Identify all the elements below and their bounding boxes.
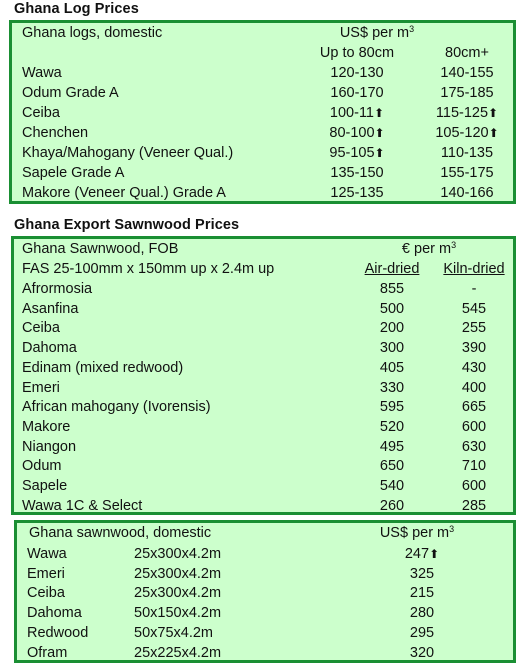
domestic-species: Wawa [27, 546, 67, 562]
up-arrow-icon: ⬆ [429, 547, 440, 561]
domestic-unit-exponent: 3 [449, 524, 455, 534]
log-price-up-to-80 [302, 83, 412, 103]
export-price-kiln-dried: 545 [461, 300, 487, 317]
domestic-price [387, 623, 457, 643]
log-price-80-plus-value: 110-135 [440, 145, 494, 161]
domestic-size: 25x225x4.2m [134, 644, 222, 661]
log-price-80-plus-value: 175-185 [440, 85, 494, 101]
export-price-kiln-dried: 400 [461, 379, 487, 396]
domestic-row [17, 623, 513, 643]
domestic-header-label: Ghana sawnwood, domestic [29, 525, 212, 541]
domestic-price [387, 544, 457, 564]
export-price-kiln-dried: 255 [461, 320, 487, 337]
export-row [14, 279, 513, 299]
domestic-row [17, 544, 513, 564]
export-row [14, 378, 513, 398]
export-price-air-dried: 540 [379, 478, 405, 494]
log-species: Chenchen [22, 125, 89, 141]
export-species: Odum [22, 458, 62, 475]
export-spec-row [14, 259, 513, 279]
log-price-80-plus-value: 140-166 [440, 185, 494, 201]
export-price-air-dried: 650 [379, 458, 405, 475]
export-row [14, 358, 513, 378]
domestic-header-row [17, 523, 513, 543]
log-price-up-to-80 [302, 103, 412, 123]
log-row [12, 123, 513, 143]
domestic-price-value: 280 [409, 605, 435, 622]
log-col-up-to-80: Up to 80cm [319, 45, 395, 61]
export-col-kiln-dried: Kiln-dried [443, 261, 505, 277]
domestic-species: Emeri [27, 565, 65, 582]
export-species: Emeri [22, 379, 60, 396]
up-arrow-icon: ⬆ [374, 126, 385, 140]
export-price-air-dried: 595 [379, 399, 405, 416]
domestic-size: 25x300x4.2m [134, 585, 222, 602]
log-row [12, 183, 513, 203]
export-price-air-dried: 500 [379, 300, 405, 317]
export-species: Sapele [22, 478, 68, 494]
log-price-80-plus-value: 140-155 [440, 65, 494, 81]
domestic-size: 50x75x4.2m [134, 624, 213, 641]
export-price-kiln-dried: 285 [461, 497, 487, 514]
log-species: Khaya/Mahogany (Veneer Qual.) [22, 145, 234, 161]
export-row [14, 417, 513, 437]
domestic-row [17, 643, 513, 663]
domestic-price-value: 247 [404, 546, 430, 562]
domestic-price [387, 603, 457, 623]
export-price-kiln-dried: 600 [461, 478, 487, 494]
log-price-up-to-80 [302, 123, 412, 143]
log-price-up-to-80 [302, 183, 412, 203]
export-prices-title: Ghana Export Sawnwood Prices [14, 217, 240, 233]
export-price-kiln-dried: 665 [461, 399, 487, 416]
domestic-row [17, 603, 513, 623]
domestic-price-value: 215 [409, 585, 435, 602]
domestic-row [17, 583, 513, 603]
up-arrow-icon: ⬆ [488, 126, 499, 140]
export-row [14, 338, 513, 358]
export-row [14, 456, 513, 476]
export-price-air-dried: 300 [379, 340, 405, 357]
export-row [14, 299, 513, 319]
log-price-up-to-80 [302, 143, 412, 163]
domestic-price-value: 320 [409, 644, 435, 661]
export-species: Niangon [22, 438, 77, 455]
export-species: Dahoma [22, 340, 77, 357]
log-price-up-to-80-value: 125-135 [330, 185, 384, 201]
log-price-80-plus [422, 83, 512, 103]
export-price-kiln-dried: 710 [461, 458, 487, 475]
export-row [14, 496, 513, 516]
domestic-size: 25x300x4.2m [134, 565, 222, 582]
export-species: Afrormosia [22, 281, 93, 297]
export-header-label: Ghana Sawnwood, FOB [22, 241, 179, 257]
domestic-row [17, 564, 513, 584]
log-price-80-plus [422, 143, 512, 163]
log-row [12, 103, 513, 123]
export-header-row [14, 239, 513, 259]
export-price-air-dried: 520 [379, 418, 405, 435]
domestic-unit-label [362, 523, 472, 543]
log-species: Ceiba [22, 105, 60, 121]
log-row [12, 63, 513, 83]
export-price-air-dried: 495 [379, 438, 405, 455]
log-row [12, 163, 513, 183]
log-price-80-plus [422, 163, 512, 183]
log-price-up-to-80-value: 120-130 [330, 65, 384, 81]
export-species: African mahogany (Ivorensis) [22, 399, 211, 416]
export-price-kiln-dried: 630 [461, 438, 487, 455]
log-price-up-to-80-value: 135-150 [330, 165, 384, 181]
export-species: Asanfina [22, 300, 79, 317]
log-species: Odum Grade A [22, 85, 119, 101]
log-header-label: Ghana logs, domestic [22, 25, 163, 41]
export-price-kiln-dried: 430 [461, 359, 487, 376]
domestic-price [387, 564, 457, 584]
export-price-air-dried: 260 [379, 497, 405, 514]
domestic-species: Dahoma [27, 605, 82, 622]
domestic-price [387, 643, 457, 663]
export-spec: FAS 25-100mm x 150mm up x 2.4m up [22, 261, 275, 277]
export-price-air-dried: 405 [379, 359, 405, 376]
export-row [14, 318, 513, 338]
export-row [14, 476, 513, 496]
log-price-up-to-80-value: 100-11 [329, 105, 374, 121]
export-price-kiln-dried: 390 [461, 340, 487, 357]
domestic-prices-table [14, 520, 516, 663]
log-price-80-plus-value: 115-125 [435, 105, 489, 121]
domestic-size: 50x150x4.2m [134, 605, 222, 622]
log-species: Sapele Grade A [22, 165, 125, 181]
log-unit-text: US$ per m [339, 25, 410, 41]
export-price-kiln-dried: 600 [461, 418, 487, 435]
domestic-price-value: 325 [409, 565, 435, 582]
up-arrow-icon: ⬆ [488, 106, 499, 120]
log-column-headers [12, 43, 513, 63]
domestic-species: Ceiba [27, 585, 65, 602]
log-price-80-plus [422, 63, 512, 83]
export-price-air-dried: 855 [379, 281, 405, 297]
log-price-up-to-80-value: 160-170 [330, 85, 384, 101]
log-species: Wawa [22, 65, 62, 81]
export-species: Edinam (mixed redwood) [22, 359, 184, 376]
up-arrow-icon: ⬆ [374, 106, 385, 120]
export-prices-table [11, 236, 516, 515]
log-header-row [12, 23, 513, 43]
log-row [12, 143, 513, 163]
log-price-up-to-80-value: 80-100 [329, 125, 375, 141]
export-unit-exponent: 3 [451, 240, 457, 250]
export-species: Wawa 1C & Select [22, 497, 143, 514]
export-price-air-dried: 200 [379, 320, 405, 337]
log-price-80-plus-value: 155-175 [440, 165, 494, 181]
log-price-80-plus [422, 183, 512, 203]
export-row [14, 437, 513, 457]
domestic-price [387, 583, 457, 603]
log-price-80-plus [422, 103, 512, 123]
export-col-air-dried: Air-dried [364, 261, 420, 277]
log-price-up-to-80 [302, 163, 412, 183]
export-row [14, 397, 513, 417]
export-price-kiln-dried: - [471, 281, 477, 297]
domestic-species: Ofram [27, 644, 68, 661]
log-col-80-plus: 80cm+ [445, 45, 489, 61]
log-price-80-plus-value: 105-120 [435, 125, 489, 141]
up-arrow-icon: ⬆ [374, 146, 385, 160]
export-unit-label [374, 239, 484, 259]
export-price-air-dried: 330 [379, 379, 405, 396]
log-unit-label [317, 23, 437, 43]
export-species: Ceiba [22, 320, 60, 337]
log-row [12, 83, 513, 103]
log-prices-title: Ghana Log Prices [14, 1, 139, 17]
log-price-up-to-80-value: 95-105 [329, 145, 375, 161]
log-species: Makore (Veneer Qual.) Grade A [22, 185, 226, 201]
export-species: Makore [22, 418, 71, 435]
log-unit-exponent: 3 [409, 24, 415, 34]
domestic-unit-text: US$ per m [379, 525, 450, 541]
log-price-up-to-80 [302, 63, 412, 83]
export-unit-text: € per m [401, 241, 452, 257]
log-prices-table [9, 20, 516, 204]
log-price-80-plus [422, 123, 512, 143]
domestic-size: 25x300x4.2m [134, 546, 222, 562]
domestic-species: Redwood [27, 624, 89, 641]
domestic-price-value: 295 [409, 624, 435, 641]
